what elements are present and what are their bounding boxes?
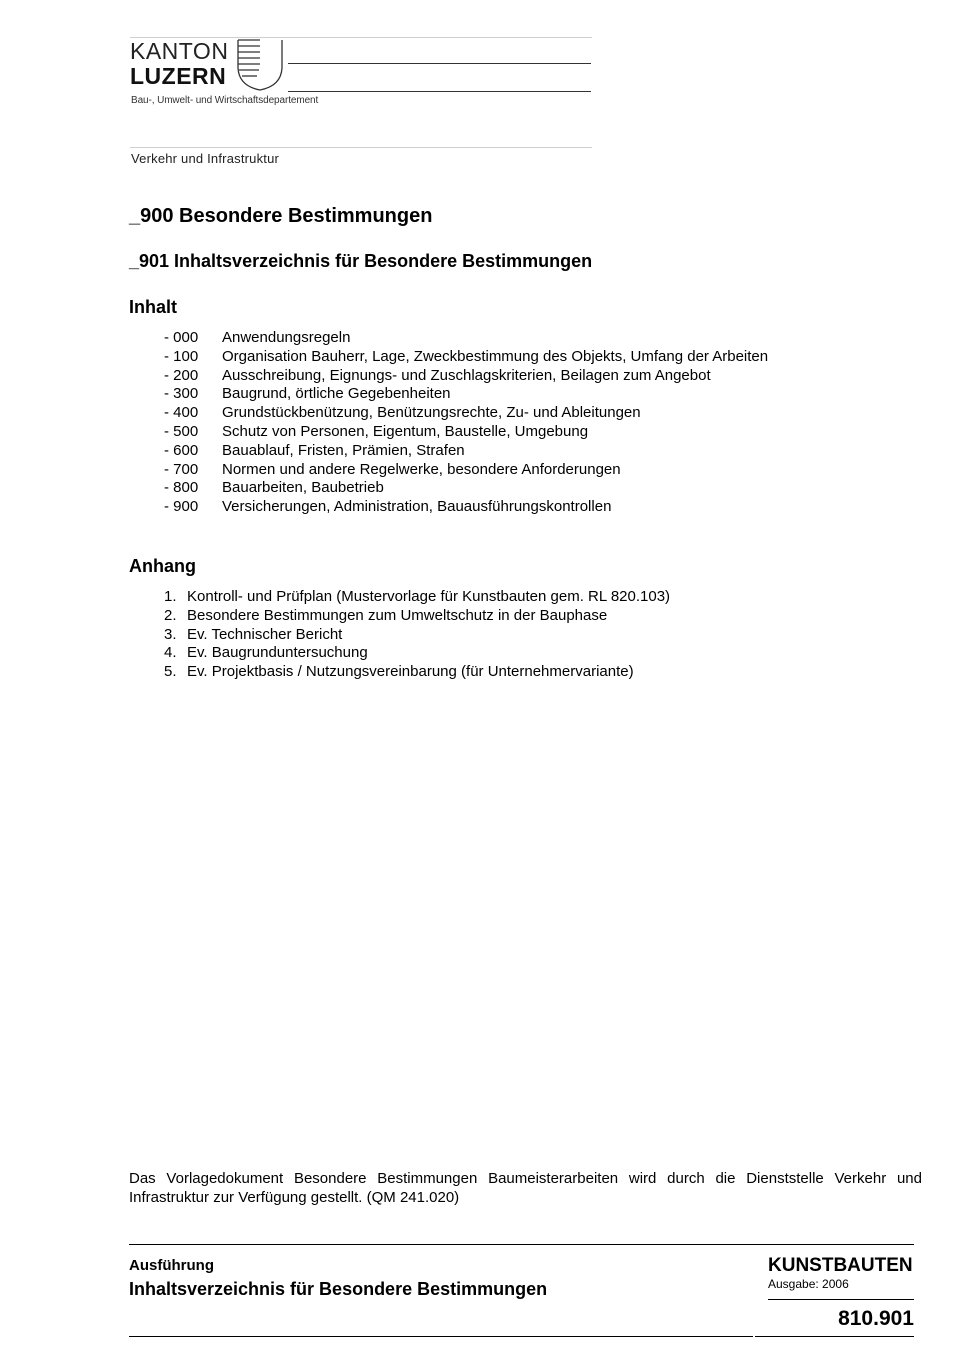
document-title: _900 Besondere Bestimmungen xyxy=(129,205,433,227)
contents-list xyxy=(164,329,768,517)
list-item xyxy=(164,461,768,480)
item-number: 4. xyxy=(164,644,177,662)
list-item xyxy=(164,385,768,404)
item-text: Schutz von Personen, Eigentum, Baustelle, Umgebung xyxy=(222,422,589,440)
footer-divider xyxy=(768,1299,914,1300)
footer-category: Ausführung xyxy=(129,1257,214,1274)
item-text: Versicherungen, Administration, Bauausführungskontrollen xyxy=(222,498,612,516)
item-text: Bauarbeiten, Baubetrieb xyxy=(222,479,384,497)
list-item xyxy=(164,367,768,386)
document-number: 810.901 xyxy=(838,1307,914,1330)
item-text: Ausschreibung, Eignungs- und Zuschlagskriterien, Beilagen zum Angebot xyxy=(222,366,711,384)
list-item xyxy=(164,479,768,498)
item-code: - 100 xyxy=(164,347,199,365)
letterhead-bottom-rule xyxy=(130,147,592,148)
list-item xyxy=(164,404,768,423)
department-name: Bau-, Umwelt- und Wirtschaftsdepartement xyxy=(131,95,319,106)
appendix-list xyxy=(164,588,670,682)
item-code: - 500 xyxy=(164,422,199,440)
list-item xyxy=(164,663,670,682)
item-number: 3. xyxy=(164,625,177,643)
appendix-heading: Anhang xyxy=(129,556,196,576)
item-text: Ev. Technischer Bericht xyxy=(187,625,343,643)
item-code: - 300 xyxy=(164,385,199,403)
letterhead-line xyxy=(288,91,591,92)
item-code: - 700 xyxy=(164,460,199,478)
list-item xyxy=(164,498,768,517)
item-text: Anwendungsregeln xyxy=(222,329,351,346)
item-text: Ev. Projektbasis / Nutzungsvereinbarung (für Unternehmervariante) xyxy=(187,663,634,681)
list-item xyxy=(164,626,670,645)
item-code: - 600 xyxy=(164,441,199,459)
item-text: Grundstückbenützung, Benützungsrechte, Zu- und Ableitungen xyxy=(222,404,641,422)
footer-edition: Ausgabe: 2006 xyxy=(768,1277,849,1291)
coat-of-arms-icon xyxy=(236,38,286,94)
item-code: - 200 xyxy=(164,366,199,384)
item-code: - 000 xyxy=(164,329,199,346)
logo-text-luzern: LUZERN xyxy=(130,63,227,89)
item-text: Baugrund, örtliche Gegebenheiten xyxy=(222,385,451,403)
note-paragraph: Das Vorlagedokument Besondere Bestimmungen Baumeisterarbeiten wird durch die Dienststelle Verkehr und Infrastruktur zur Verfügung gestellt. (QM 241.020) xyxy=(129,1170,922,1206)
list-item xyxy=(164,423,768,442)
footer-rule-gap xyxy=(753,1333,755,1339)
letterhead-line xyxy=(288,63,591,64)
footer-title: Inhaltsverzeichnis für Besondere Bestimmungen xyxy=(129,1279,548,1299)
item-code: - 900 xyxy=(164,498,199,516)
footer-domain: KUNSTBAUTEN xyxy=(768,1255,913,1276)
list-item xyxy=(164,442,768,461)
item-number: 2. xyxy=(164,606,177,624)
list-item xyxy=(164,329,768,348)
item-number: 1. xyxy=(164,588,177,605)
list-item xyxy=(164,607,670,626)
item-text: Normen und andere Regelwerke, besondere Anforderungen xyxy=(222,460,621,478)
item-text: Kontroll- und Prüfplan (Mustervorlage für Kunstbauten gem. RL 820.103) xyxy=(187,588,671,605)
item-text: Besondere Bestimmungen zum Umweltschutz in der Bauphase xyxy=(187,606,608,624)
footer-top-rule xyxy=(129,1244,914,1245)
list-item xyxy=(164,348,768,367)
list-item xyxy=(164,588,670,607)
item-text: Bauablauf, Fristen, Prämien, Strafen xyxy=(222,441,465,459)
item-text: Ev. Baugrunduntersuchung xyxy=(187,644,368,662)
logo-text-kanton: KANTON xyxy=(130,38,229,64)
section-name: Verkehr und Infrastruktur xyxy=(131,151,280,166)
contents-heading: Inhalt xyxy=(129,297,177,317)
list-item xyxy=(164,644,670,663)
item-text: Organisation Bauherr, Lage, Zweckbestimmung des Objekts, Umfang der Arbeiten xyxy=(222,347,769,365)
item-code: - 400 xyxy=(164,404,199,422)
footer-bottom-rule xyxy=(129,1336,914,1337)
item-number: 5. xyxy=(164,663,177,681)
document-subtitle: _901 Inhaltsverzeichnis für Besondere Bestimmungen xyxy=(129,251,593,271)
item-code: - 800 xyxy=(164,479,199,497)
